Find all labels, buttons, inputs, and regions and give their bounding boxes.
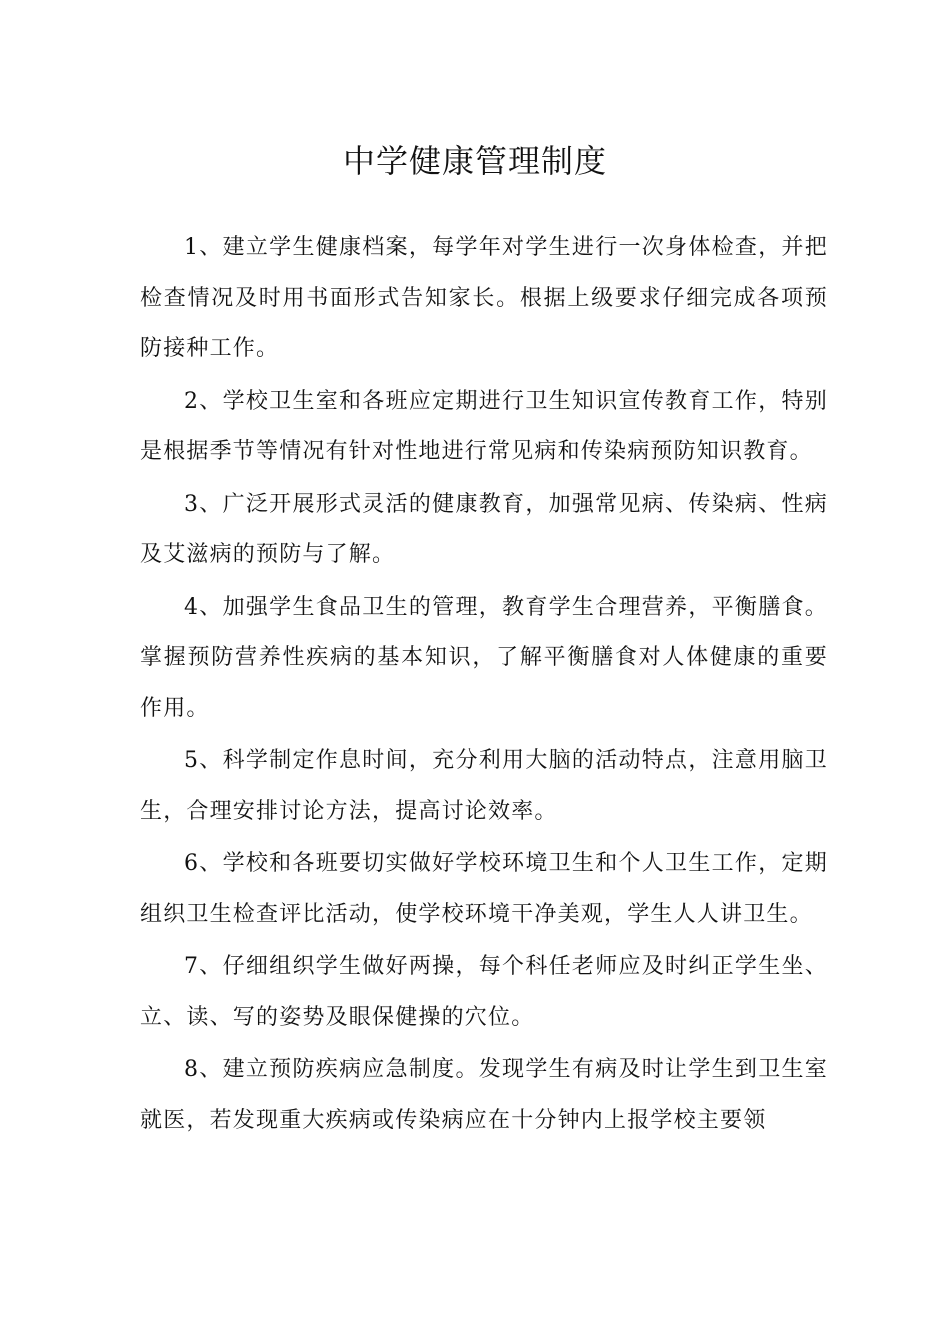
paragraph-3: 3、广泛开展形式灵活的健康教育，加强常见病、传染病、性病及艾滋病的预防与了解。 xyxy=(140,491,828,567)
paragraph-6: 6、学校和各班要切实做好学校环境卫生和个人卫生工作，定期组织卫生检查评比活动，使学校环境干净美观，学生人人讲卫生。 xyxy=(140,851,828,927)
paragraph-4: 4、加强学生食品卫生的管理，教育学生合理营养，平衡膳食。掌握预防营养性疾病的基本知识，了解平衡膳食对人体健康的重要作用。 xyxy=(140,594,828,721)
paragraph-7: 7、仔细组织学生做好两操，每个科任老师应及时纠正学生坐、立、读、写的姿势及眼保健操的穴位。 xyxy=(140,954,828,1030)
document-title: 中学健康管理制度 xyxy=(342,142,607,180)
paragraph-2: 2、学校卫生室和各班应定期进行卫生知识宣传教育工作，特别是根据季节等情况有针对性地进行常见病和传染病预防知识教育。 xyxy=(140,388,828,464)
paragraph-8: 8、建立预防疾病应急制度。发现学生有病及时让学生到卫生室就医，若发现重大疾病或传染病应在十分钟内上报学校主要领 xyxy=(140,1057,828,1133)
paragraph-1: 1、建立学生健康档案，每学年对学生进行一次身体检查，并把检查情况及时用书面形式告知家长。根据上级要求仔细完成各项预防接种工作。 xyxy=(140,235,828,361)
paragraph-5: 5、科学制定作息时间，充分利用大脑的活动特点，注意用脑卫生，合理安排讨论方法，提高讨论效率。 xyxy=(140,748,828,824)
document-body xyxy=(140,223,828,1148)
